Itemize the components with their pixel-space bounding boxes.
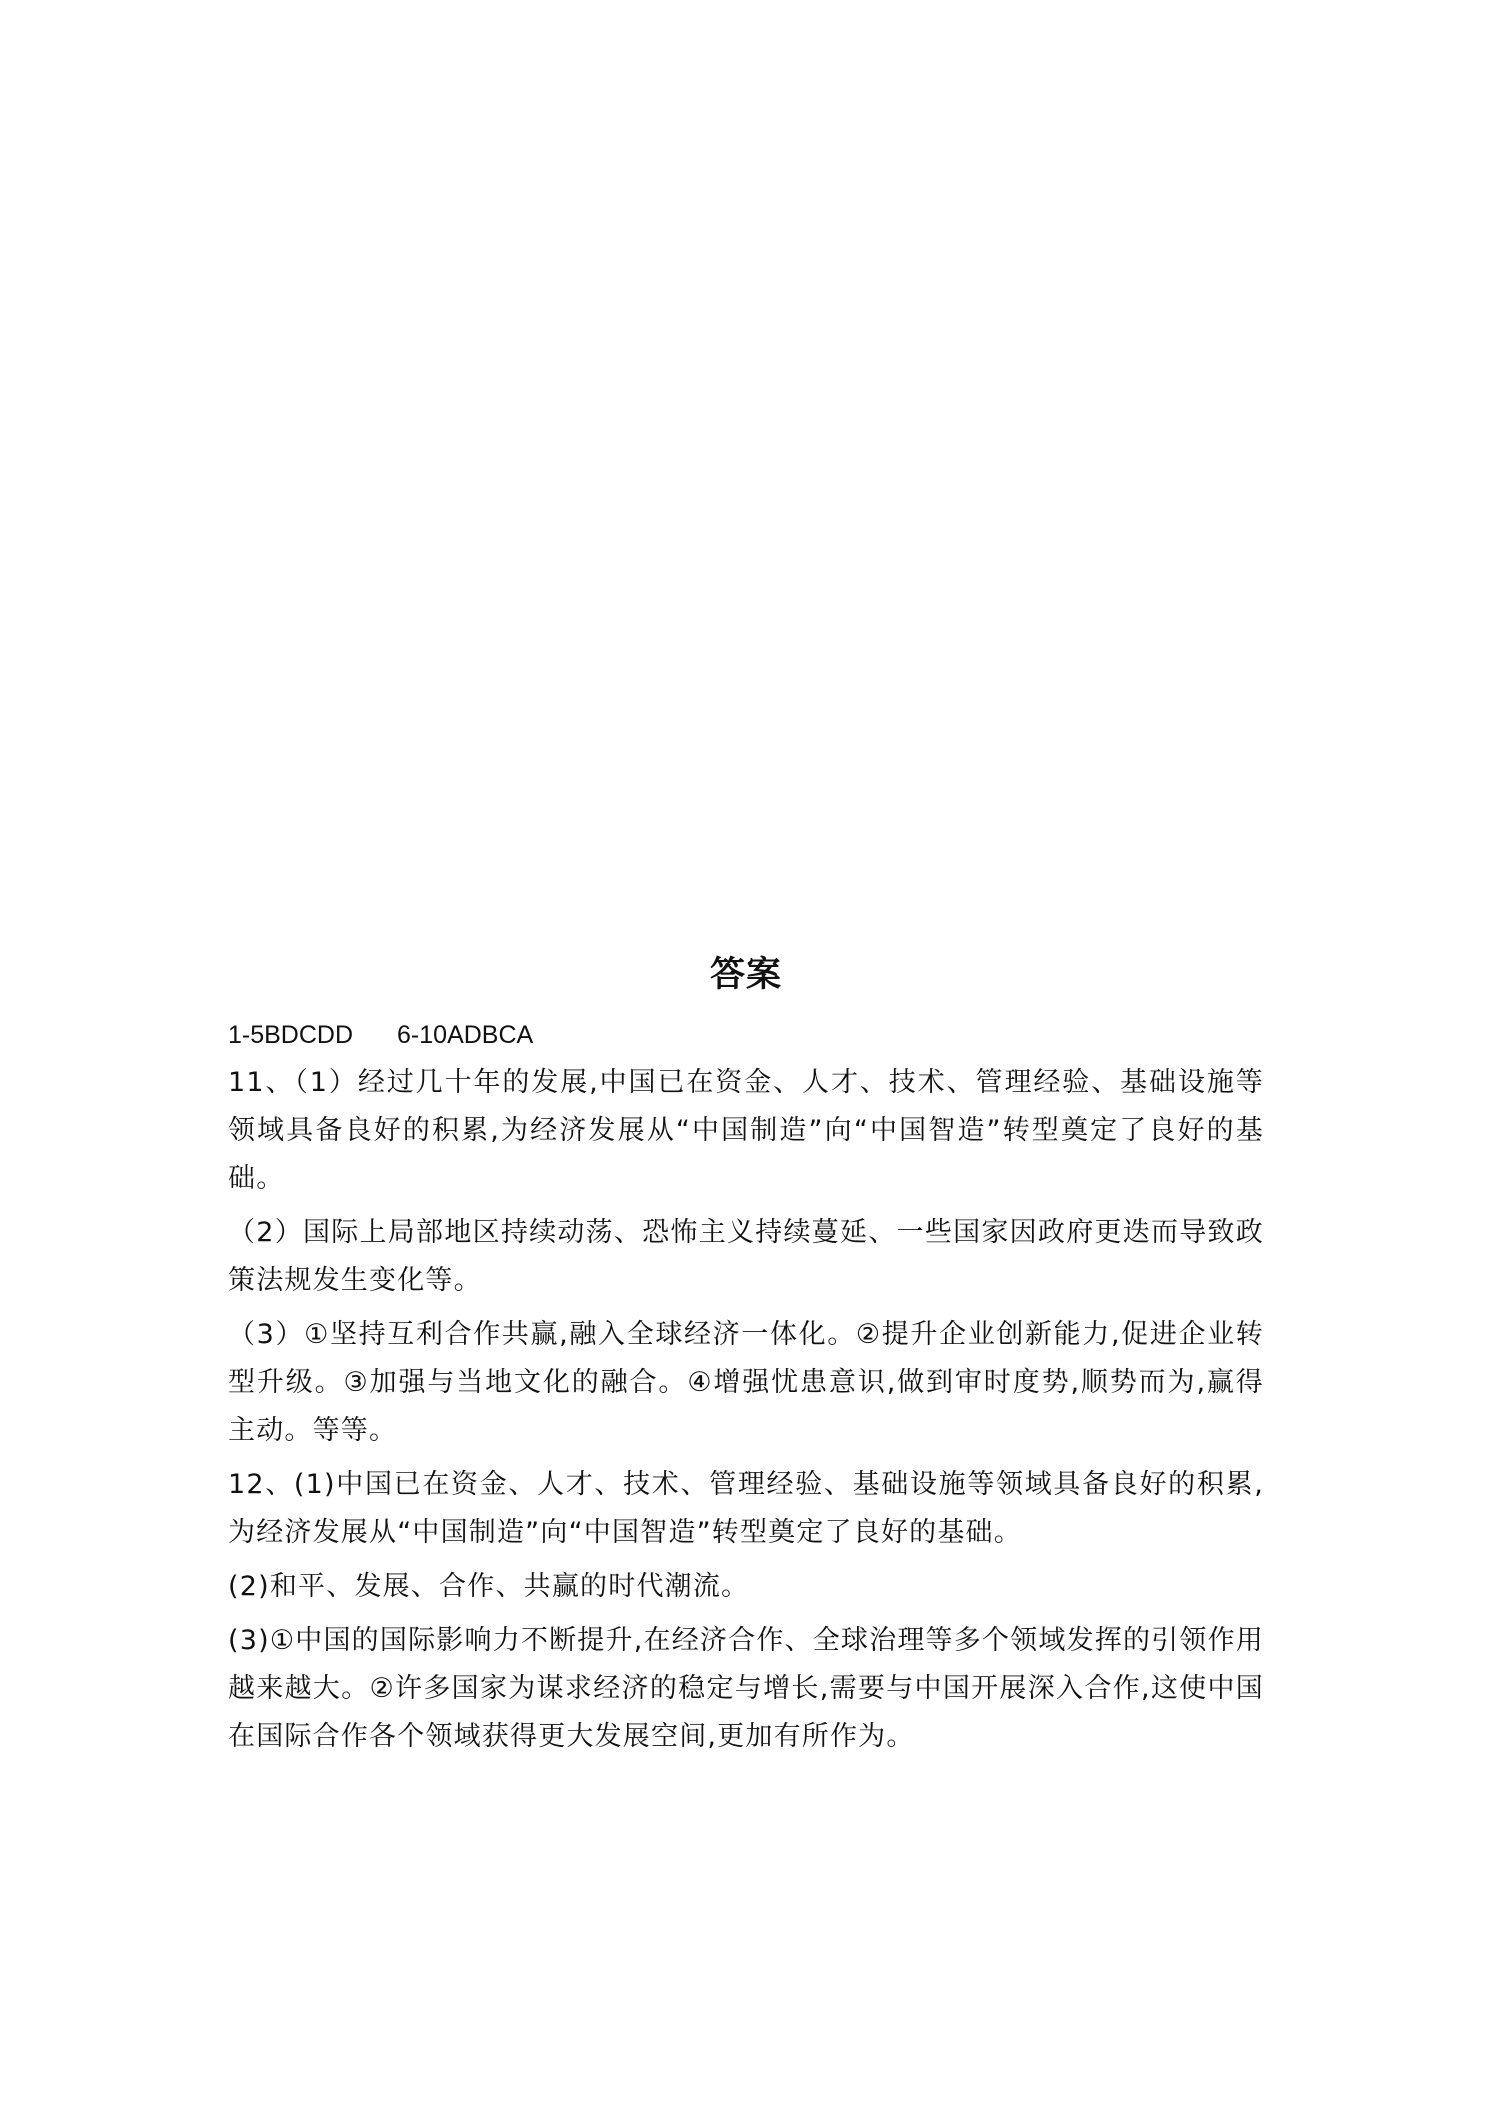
mc-answers-6-10: 6-10ADBCA [397,1021,534,1049]
answer-11-part-2: （2）国际上局部地区持续动荡、恐怖主义持续蔓延、一些国家因政府更迭而导致政策法规发生变化等。 [228,1217,1264,1296]
answer-12-part-1: 12、(1)中国已在资金、人才、技术、管理经验、基础设施等领域具备良好的积累,为经济发展从“中国制造”向“中国智造”转型奠定了良好的基础。 [228,1469,1264,1548]
multiple-choice-answers [228,1011,1264,1059]
answer-11-part-3: （3）①坚持互利合作共赢,融入全球经济一体化。②提升企业创新能力,促进企业转型升级。③加强与当地文化的融合。④增强忧患意识,做到审时度势,顺势而为,赢得主动。等等。 [228,1319,1264,1446]
answer-11-part-1: 11、（1）经过几十年的发展,中国已在资金、人才、技术、管理经验、基础设施等领域具备良好的积累,为经济发展从“中国制造”向“中国智造”转型奠定了良好的基础。 [228,1067,1264,1194]
page-title: 答案 [709,955,782,995]
mc-answers-1-5: 1-5BDCDD [228,1021,354,1049]
answer-12-part-2: (2)和平、发展、合作、共赢的时代潮流。 [228,1571,750,1602]
answer-section [228,945,1264,1767]
answer-12-part-3: (3)①中国的国际影响力不断提升,在经济合作、全球治理等多个领域发挥的引领作用越来越大。②许多国家为谋求经济的稳定与增长,需要与中国开展深入合作,这使中国在国际合作各个领域获得更大发展空间,更加有所作为。 [228,1625,1264,1752]
